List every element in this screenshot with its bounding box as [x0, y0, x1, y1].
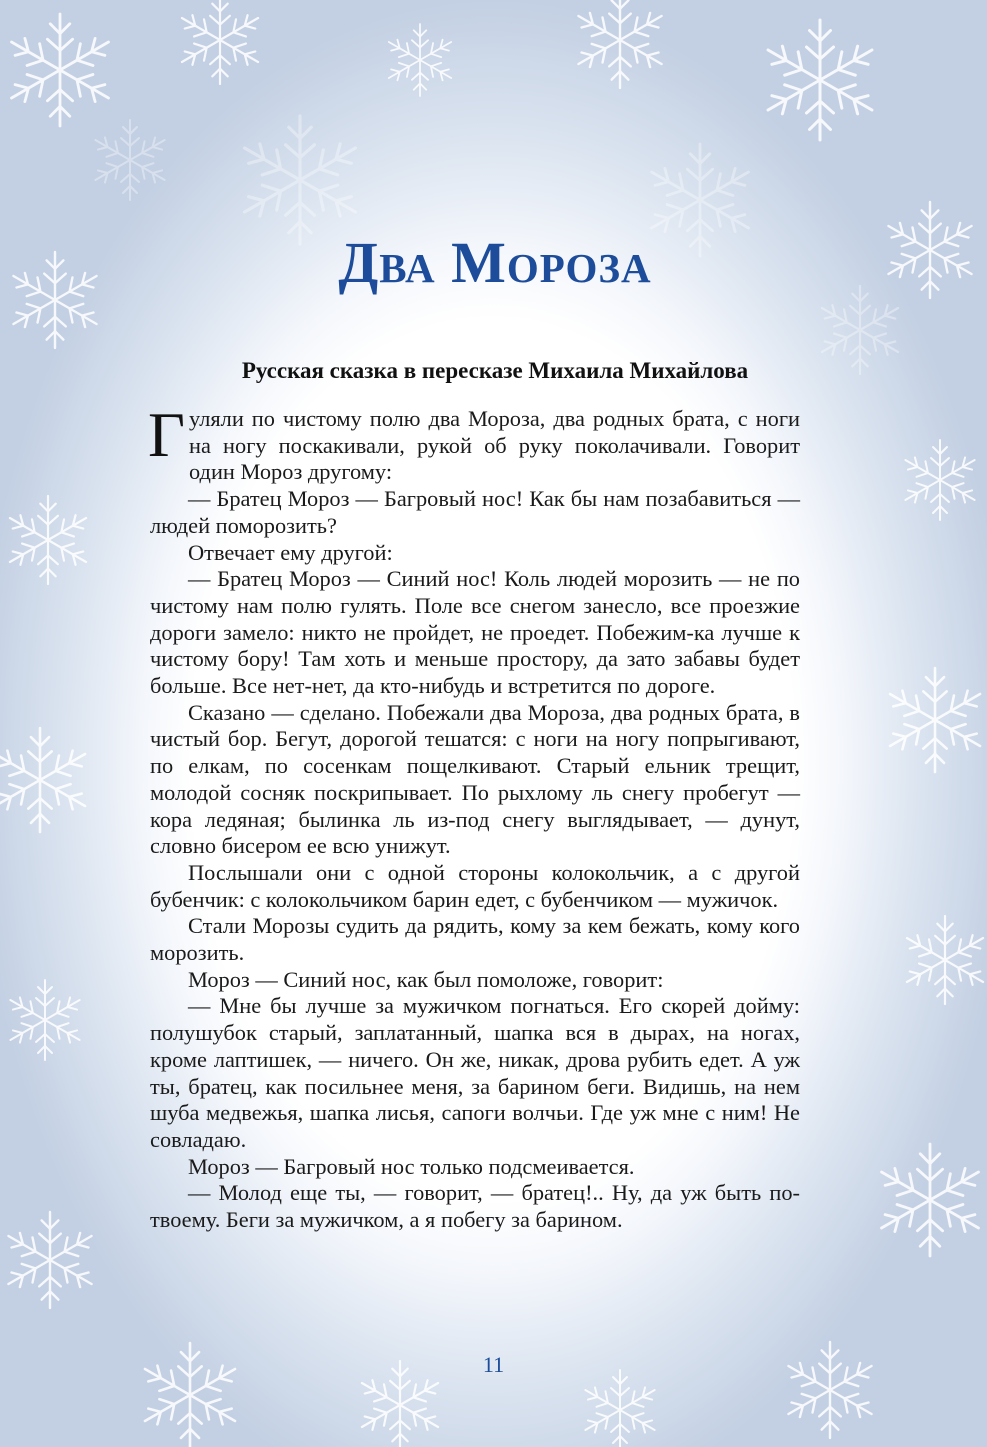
story-subtitle: Русская сказка в пересказе Михаила Михайлова — [241, 358, 749, 383]
paragraph: — Молод еще ты, — говорит, — братец!.. Ну, да уж быть по-твоему. Беги за мужичком, а я побегу за барином. — [150, 1180, 800, 1233]
page-content — [120, 210, 870, 1234]
paragraph: — Братец Мороз — Багровый нос! Как бы нам позабавиться — людей поморозить? — [150, 486, 800, 538]
paragraph: Мороз — Синий нос, как был помоложе, говорит: — [188, 966, 664, 992]
paragraph: — Братец Мороз — Синий нос! Коль людей морозить — не по чистому нам полю гулять. Поле все снегом занесло, все проезжие дороги замело: никто не пройдет, не проедет. Побежим-ка лучше к чистому бору! Там хоть и меньше простору, да зато забавы будет больше. Все нет-нет, да кто-нибудь и встретится по дороге. — [150, 566, 800, 699]
paragraph: Мороз — Багровый нос только подсмеивается. — [188, 1153, 635, 1179]
story-title: Два Мороза — [338, 230, 652, 295]
paragraph: Послышали они с одной стороны колокольчик, а с другой бубенчик: с колокольчиком барин едет, с бубенчиком — мужичок. — [150, 859, 800, 912]
paragraph: Сказано — сделано. Побежали два Мороза, два родных брата, в чистый бор. Бегут, дорогой тешатся: с ноги на ногу попрыгивают, по елкам, по сосенкам пощелкивают. Старый ельник трещит, молодой сосняк поскрипывает. По рыхлому ль снегу пробегут — кора ледяная; былинка ль из-под снегу выглядывает, — дунут, словно бисером ее всю унижут. — [150, 699, 800, 859]
drop-cap: Г — [148, 399, 185, 470]
paragraph: Отвечает ему другой: — [188, 539, 393, 565]
paragraph — [148, 399, 800, 486]
paragraph: — Мне бы лучше за мужичком погнаться. Его скорей дойму: полушубок старый, заплатанный, шапка вся в дырах, на ногах, кроме лаптишек, — ничего. Он же, никак, дрова рубить едет. А уж ты, братец, как посильнее меня, за барином беги. Видишь, на нем шуба медвежья, шапка лисья, сапоги волчьи. Где уж мне с ним! Не совладаю. — [150, 993, 800, 1152]
paragraph: Стали Морозы судить да рядить, кому за кем бежать, кому кого морозить. — [150, 913, 800, 966]
story-body — [148, 399, 800, 1234]
paragraph-text: уляли по чистому полю два Мороза, два родных брата, с ноги на ногу поскакивали, рукой об руку поколачивали. Говорит один Мороз другому: — [189, 406, 800, 485]
page-number: 11 — [482, 1352, 505, 1377]
